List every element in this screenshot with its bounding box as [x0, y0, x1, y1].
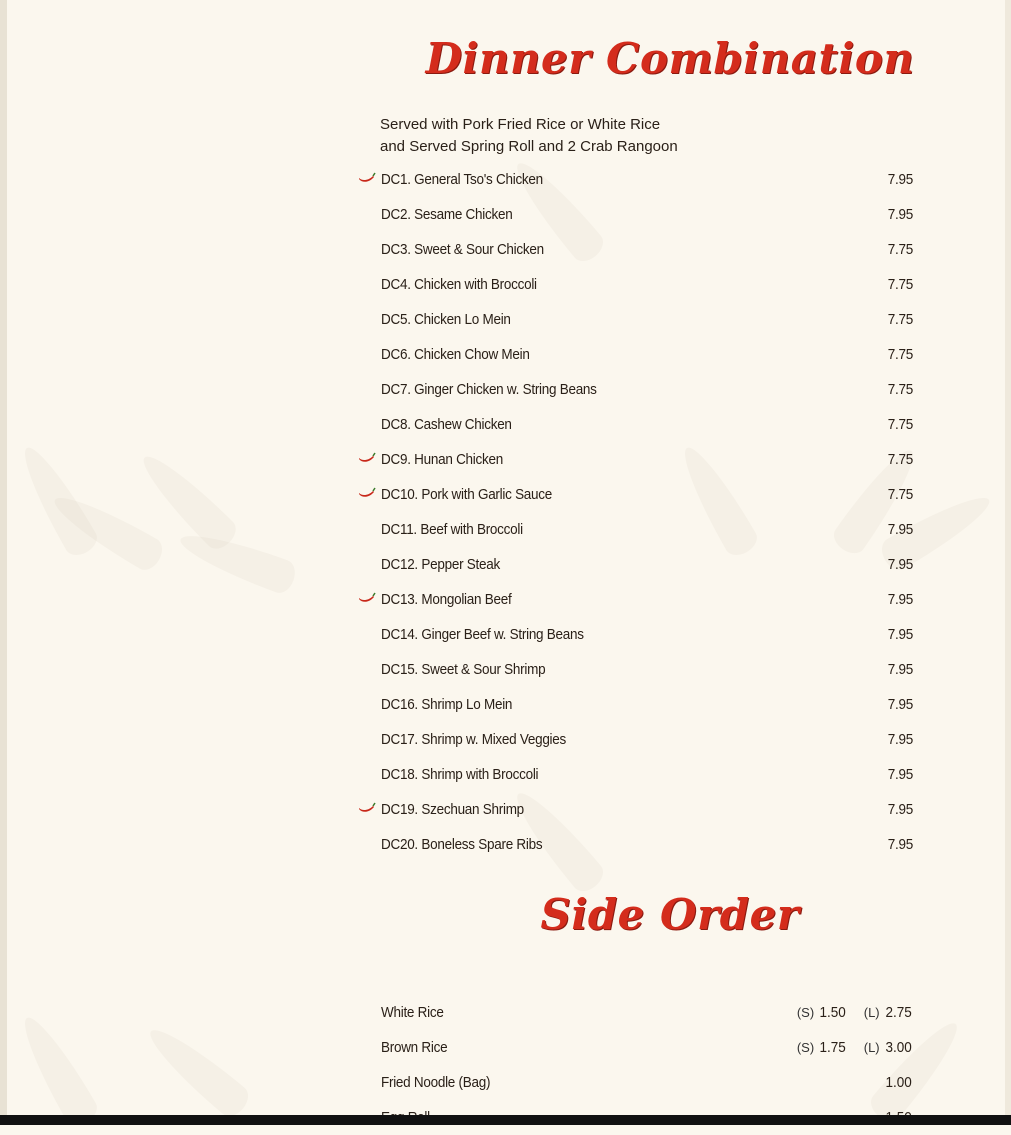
menu-item-price: 7.75 — [887, 416, 913, 433]
menu-item — [358, 582, 918, 617]
menu-item-price: 7.75 — [887, 451, 913, 468]
menu-item-name: DC12. Pepper Steak — [381, 556, 500, 573]
menu-item-name: DC10. Pork with Garlic Sauce — [381, 486, 553, 503]
menu-item-price: 7.95 — [887, 626, 913, 643]
menu-item-name: DC6. Chicken Chow Mein — [381, 346, 530, 363]
menu-item-name: DC3. Sweet & Sour Chicken — [381, 241, 544, 258]
menu-item — [358, 827, 918, 862]
page-left-edge — [0, 0, 7, 1125]
large-price: 3.00 — [885, 1039, 912, 1056]
chili-pepper-icon — [358, 487, 376, 499]
menu-item-name: DC8. Cashew Chicken — [381, 416, 512, 433]
dinner-combination-title: Dinner Combination — [425, 34, 915, 83]
side-order-list — [358, 995, 918, 1135]
menu-item-price: 7.75 — [887, 241, 913, 258]
leaf-decoration — [12, 1010, 101, 1131]
menu-item — [358, 372, 918, 407]
menu-item-price: 7.95 — [887, 836, 913, 853]
dinner-menu-list — [358, 162, 918, 862]
menu-item — [358, 652, 918, 687]
large-size-tag: (L) — [863, 1005, 880, 1020]
small-price: 1.50 — [819, 1004, 847, 1021]
side-item — [358, 995, 918, 1030]
side-item-name: Fried Noodle (Bag) — [381, 1074, 491, 1091]
menu-item-name: DC4. Chicken with Broccoli — [381, 276, 537, 293]
menu-item — [358, 337, 918, 372]
menu-item — [358, 687, 918, 722]
menu-item — [358, 722, 918, 757]
chili-pepper-icon — [358, 172, 376, 184]
chili-pepper-icon — [358, 452, 376, 464]
intro-line-1: Served with Pork Fried Rice or White Rice — [380, 116, 661, 133]
side-item-name: White Rice — [381, 1004, 444, 1021]
menu-item-name: DC9. Hunan Chicken — [381, 451, 503, 468]
menu-item — [358, 442, 918, 477]
side-item-prices — [884, 1065, 913, 1100]
menu-item — [358, 267, 918, 302]
chili-pepper-icon — [358, 802, 376, 814]
menu-item — [358, 407, 918, 442]
menu-item — [358, 512, 918, 547]
menu-item-name: DC5. Chicken Lo Mein — [381, 311, 511, 328]
menu-item — [358, 162, 918, 197]
side-order-title: Side Order — [540, 890, 800, 939]
chili-pepper-icon — [358, 592, 376, 604]
small-size-tag: (S) — [796, 1005, 815, 1020]
side-item-price: 1.00 — [885, 1074, 912, 1091]
menu-item-price: 7.95 — [887, 206, 913, 223]
leaf-decoration — [175, 524, 299, 597]
menu-item — [358, 617, 918, 652]
menu-item-name: DC17. Shrimp w. Mixed Veggies — [381, 731, 567, 748]
side-item-prices — [797, 1030, 913, 1065]
side-item — [358, 1065, 918, 1100]
menu-item-name: DC2. Sesame Chicken — [381, 206, 513, 223]
menu-item-price: 7.95 — [887, 556, 913, 573]
side-item-name: Brown Rice — [381, 1039, 448, 1056]
intro-line-2: and Served Spring Roll and 2 Crab Rangoon — [380, 138, 678, 155]
menu-item-price: 7.75 — [887, 346, 913, 363]
menu-item-price: 7.95 — [887, 731, 913, 748]
menu-item-name: DC15. Sweet & Sour Shrimp — [381, 661, 546, 678]
menu-item-price: 7.95 — [887, 521, 913, 538]
menu-item-price: 7.75 — [887, 381, 913, 398]
menu-item-price: 7.75 — [887, 486, 913, 503]
menu-item-name: DC18. Shrimp with Broccoli — [381, 766, 539, 783]
menu-item-price: 7.95 — [887, 801, 913, 818]
menu-item — [358, 792, 918, 827]
menu-item-name: DC19. Szechuan Shrimp — [381, 801, 524, 818]
side-item-prices — [797, 995, 913, 1030]
leaf-decoration — [140, 1018, 254, 1121]
menu-item — [358, 477, 918, 512]
menu-item-price: 7.95 — [887, 661, 913, 678]
menu-item-name: DC13. Mongolian Beef — [381, 591, 512, 608]
small-size-tag: (S) — [796, 1040, 815, 1055]
menu-item-price: 7.95 — [887, 696, 913, 713]
menu-item-name: DC16. Shrimp Lo Mein — [381, 696, 513, 713]
menu-item-price: 7.95 — [887, 591, 913, 608]
small-price: 1.75 — [819, 1039, 847, 1056]
menu-item-price: 7.75 — [887, 311, 913, 328]
menu-item-name: DC20. Boneless Spare Ribs — [381, 836, 543, 853]
menu-item — [358, 547, 918, 582]
menu-item — [358, 757, 918, 792]
dinner-intro — [380, 114, 678, 158]
menu-item — [358, 197, 918, 232]
large-price: 2.75 — [885, 1004, 912, 1021]
menu-item — [358, 302, 918, 337]
large-size-tag: (L) — [863, 1040, 880, 1055]
menu-item — [358, 232, 918, 267]
menu-item-price: 7.75 — [887, 276, 913, 293]
page-right-edge — [1005, 0, 1011, 1125]
menu-item-price: 7.95 — [887, 171, 913, 188]
menu-item-name: DC7. Ginger Chicken w. String Beans — [381, 381, 597, 398]
menu-item-name: DC14. Ginger Beef w. String Beans — [381, 626, 584, 643]
menu-item-name: DC1. General Tso's Chicken — [381, 171, 543, 188]
menu-item-name: DC11. Beef with Broccoli — [381, 521, 523, 538]
bottom-bar — [0, 1115, 1011, 1125]
side-item — [358, 1030, 918, 1065]
menu-item-price: 7.95 — [887, 766, 913, 783]
